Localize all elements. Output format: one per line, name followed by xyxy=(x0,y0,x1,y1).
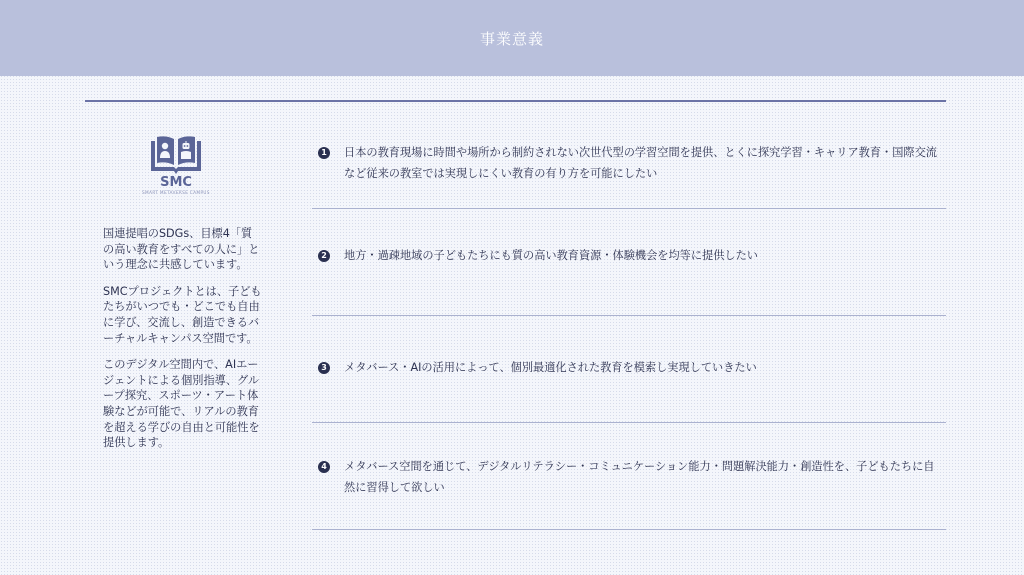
open-book-with-people-icon xyxy=(147,133,205,175)
description-paragraph: このデジタル空間内で、AIエージェントによる個別指導、グループ探究、スポーツ・アート体験などが可能で、リアルの教育を超える学びの自由と可能性を提供します。 xyxy=(103,358,260,450)
item-text: メタバース・AIの活用によって、個別最適化された教育を模索し実現していきたい xyxy=(344,361,757,374)
item-number-badge: 1 xyxy=(318,147,330,159)
header-bar xyxy=(0,0,1024,76)
list-item xyxy=(312,102,946,209)
left-description xyxy=(103,226,263,462)
logo-name: SMC xyxy=(160,175,192,190)
list-item xyxy=(312,209,946,316)
item-number-badge: 2 xyxy=(318,250,330,262)
list-item xyxy=(312,423,946,530)
item-text: 日本の教育現場に時間や場所から制約されない次世代型の学習空間を提供、とくに探究学習・キャリア教育・国際交流など従来の教室では実現しにくい教育の有り方を可能にしたい xyxy=(344,146,937,180)
item-text: 地方・過疎地域の子どもたちにも質の高い教育資源・体験機会を均等に提供したい xyxy=(344,249,758,262)
description-paragraph: SMCプロジェクトとは、子どもたちがいつでも・どこでも自由に学び、交流し、創造できるバーチャルキャンパス空間です。 xyxy=(103,284,262,345)
list-item xyxy=(312,316,946,423)
description-paragraph: 国連提唱のSDGs、目標4「質の高い教育をすべての人に」という理念に共感しています。 xyxy=(103,227,260,272)
item-text: メタバース空間を通じて、デジタルリテラシー・コミュニケーション能力・問題解決能力・創造性を、子どもたちに自然に習得して欲しい xyxy=(344,460,935,494)
item-number-badge: 4 xyxy=(318,461,330,473)
significance-list xyxy=(312,102,946,530)
smc-logo xyxy=(140,133,212,205)
logo-subtitle: SMART METAVERSE CAMPUS xyxy=(142,190,210,195)
page-title: 事業意義 xyxy=(479,29,544,48)
item-number-badge: 3 xyxy=(318,362,330,374)
